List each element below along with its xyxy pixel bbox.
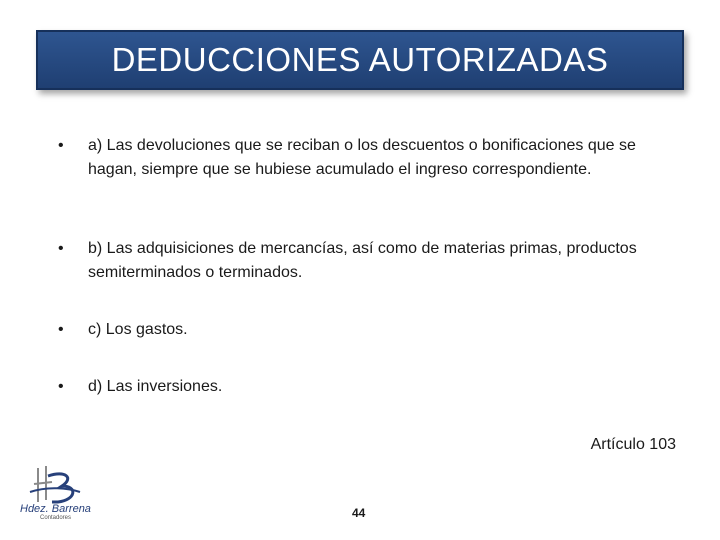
bullet-dot: • — [58, 137, 64, 154]
bullet-dot: • — [58, 240, 64, 257]
article-reference: Artículo 103 — [590, 436, 676, 453]
bullet-text: a) Las devoluciones que se reciban o los descuentos o bonificaciones que se hagan, siempre que se hubiese acumulado el ingreso correspondiente. — [88, 137, 636, 178]
page-number: 44 — [352, 506, 366, 520]
title-banner — [36, 30, 684, 90]
logo-subtext: Contadores — [40, 515, 72, 521]
bullet-text: b) Las adquisiciones de mercancías, así como de materias primas, productos semiterminados o terminados. — [88, 240, 637, 281]
bullet-item-b — [58, 237, 678, 285]
bullet-item-a — [58, 134, 678, 182]
bullet-text: d) Las inversiones. — [88, 378, 223, 395]
bullet-item-d — [58, 375, 678, 399]
bullet-item-c — [58, 318, 678, 342]
bullet-dot: • — [58, 321, 64, 338]
slide-title: DEDUCCIONES AUTORIZADAS — [111, 41, 609, 78]
bullet-text: c) Los gastos. — [88, 321, 188, 338]
logo-text: Hdez. Barrena — [20, 503, 91, 515]
bullet-dot: • — [58, 378, 64, 395]
